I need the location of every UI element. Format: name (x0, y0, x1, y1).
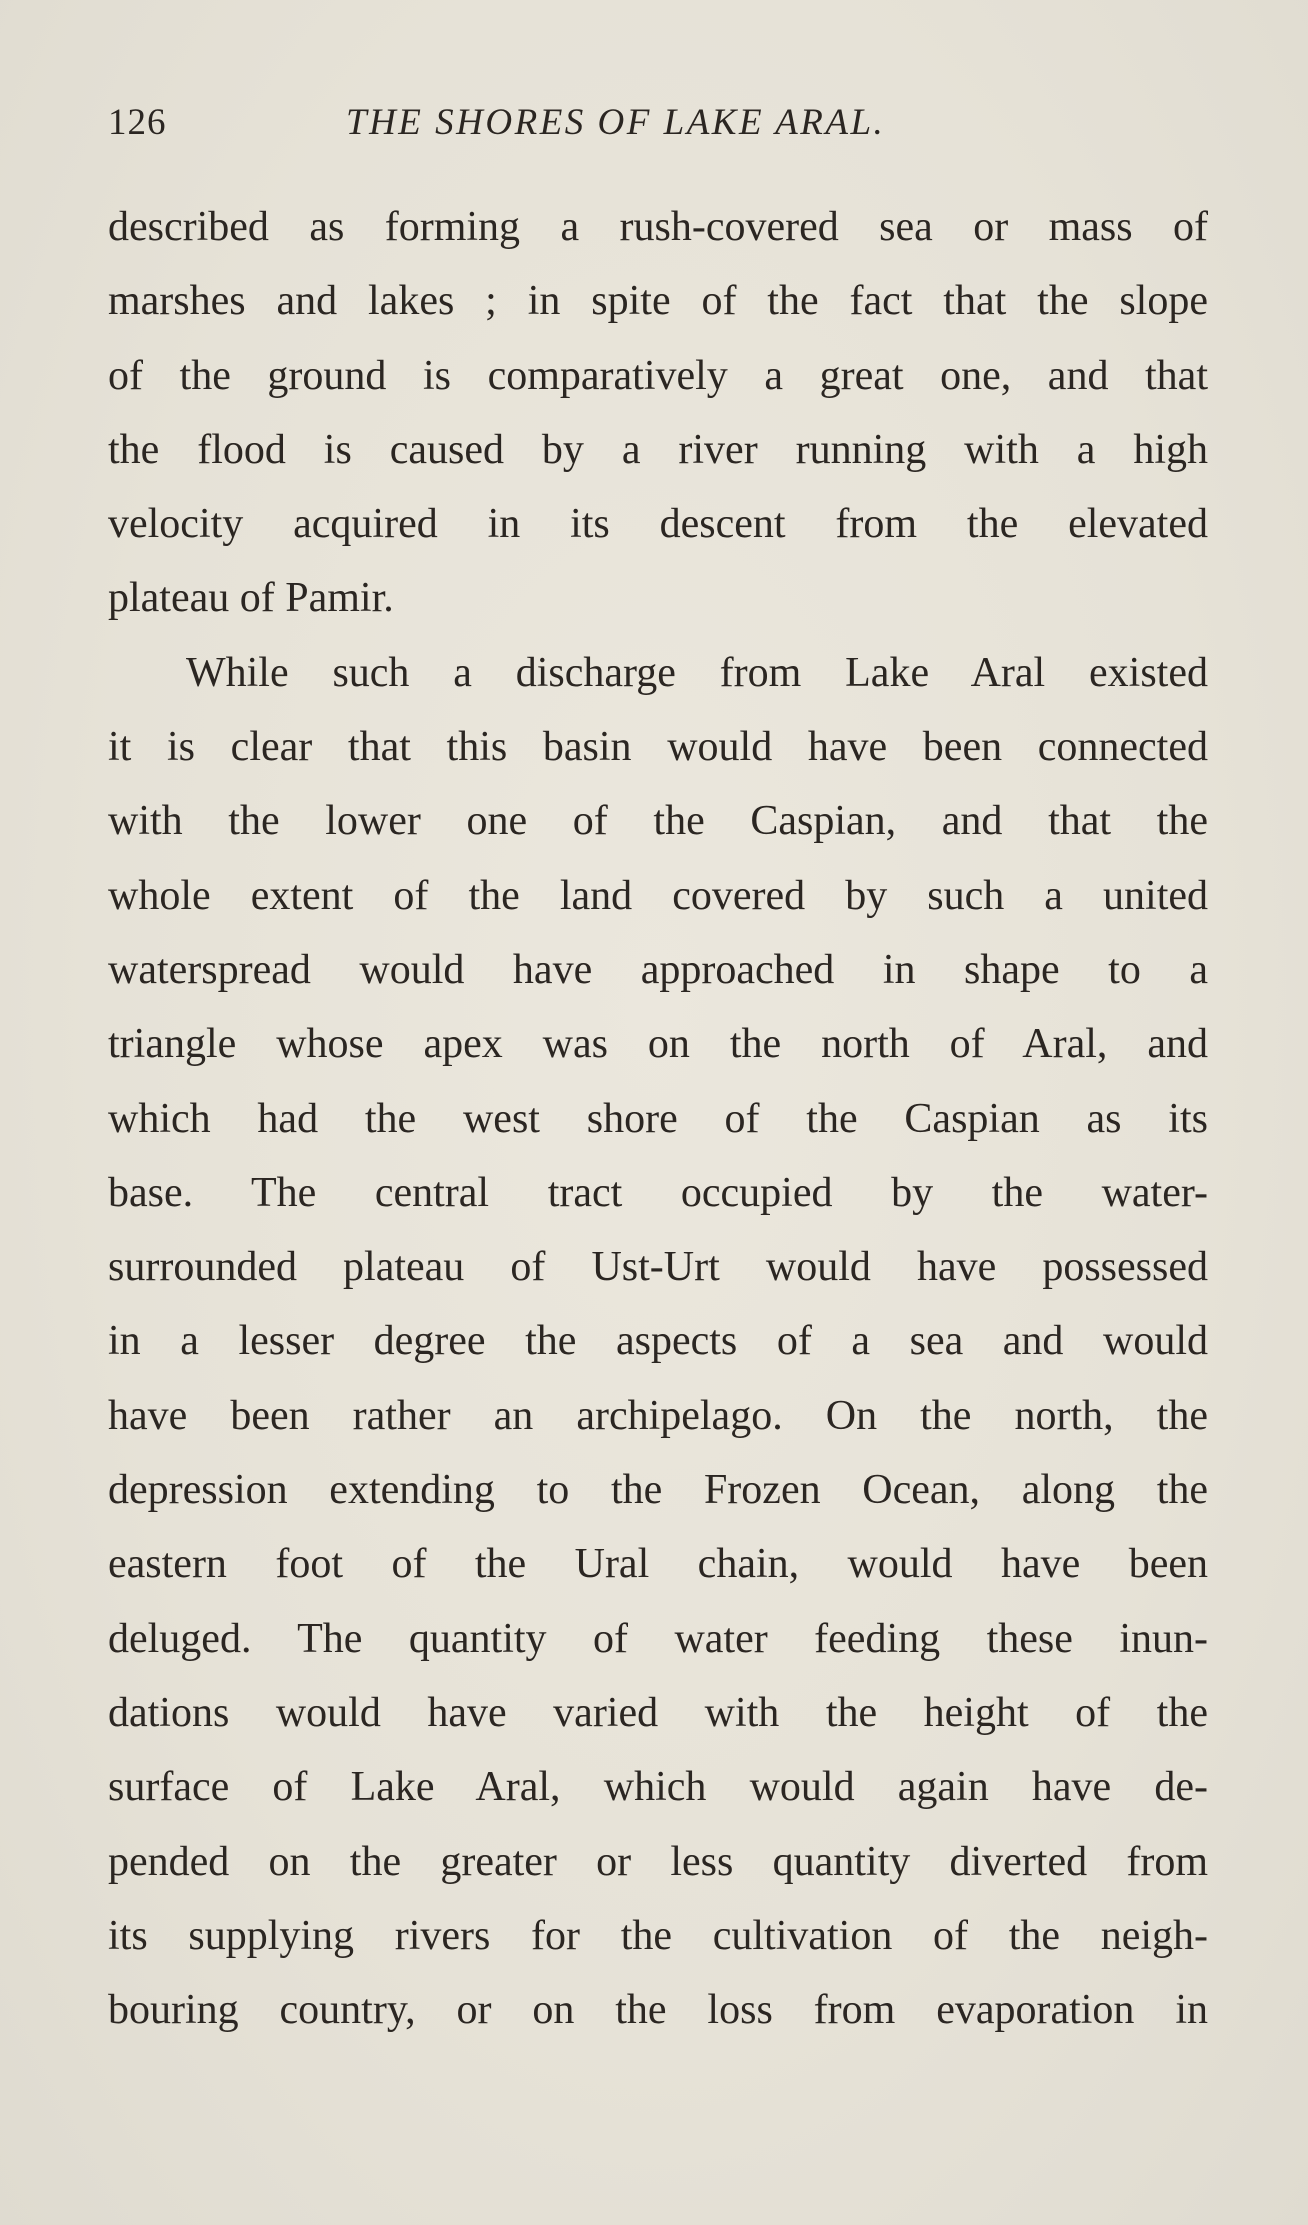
text-line: dations would have varied with the height of the (108, 1689, 1208, 1736)
text-line: waterspread would have approached in shape to a (108, 946, 1208, 993)
text-line: depression extending to the Frozen Ocean, along the (108, 1467, 1208, 1514)
text-line: which had the west shore of the Caspian as its (108, 1095, 1208, 1142)
paragraph-start-line: While such a discharge from Lake Aral existed (186, 649, 1208, 696)
running-title: THE SHORES OF LAKE ARAL. (346, 102, 886, 143)
text-line: it is clear that this basin would have been connected (108, 724, 1208, 771)
paragraph-end-line: plateau of Pamir. (108, 575, 394, 622)
text-line: surface of Lake Aral, which would again have de- (108, 1764, 1208, 1811)
text-line: bouring country, or on the loss from evaporation in (108, 1987, 1208, 2034)
text-line: deluged. The quantity of water feeding these inun- (108, 1615, 1208, 1662)
text-line: surrounded plateau of Ust-Urt would have possessed (108, 1244, 1208, 1291)
text-line: base. The central tract occupied by the water- (108, 1169, 1208, 1216)
page-number: 126 (108, 102, 167, 143)
text-line: in a lesser degree the aspects of a sea and would (108, 1318, 1208, 1365)
text-line: its supplying rivers for the cultivation of the neigh- (108, 1912, 1208, 1959)
text-line: eastern foot of the Ural chain, would have been (108, 1541, 1208, 1588)
text-line: marshes and lakes ; in spite of the fact that the slope (108, 278, 1208, 325)
text-line: pended on the greater or less quantity diverted from (108, 1838, 1208, 1885)
body-text (108, 190, 1208, 2047)
text-line: the flood is caused by a river running with a high (108, 426, 1208, 473)
text-line: have been rather an archipelago. On the north, the (108, 1392, 1208, 1439)
text-line: described as forming a rush-covered sea or mass of (108, 204, 1208, 250)
running-head (108, 98, 1208, 148)
text-line: triangle whose apex was on the north of Aral, and (108, 1021, 1208, 1068)
text-line: of the ground is comparatively a great one, and that (108, 352, 1208, 399)
text-line: velocity acquired in its descent from the elevated (108, 501, 1208, 548)
text-line: with the lower one of the Caspian, and that the (108, 798, 1208, 845)
text-line: whole extent of the land covered by such a united (108, 872, 1208, 919)
